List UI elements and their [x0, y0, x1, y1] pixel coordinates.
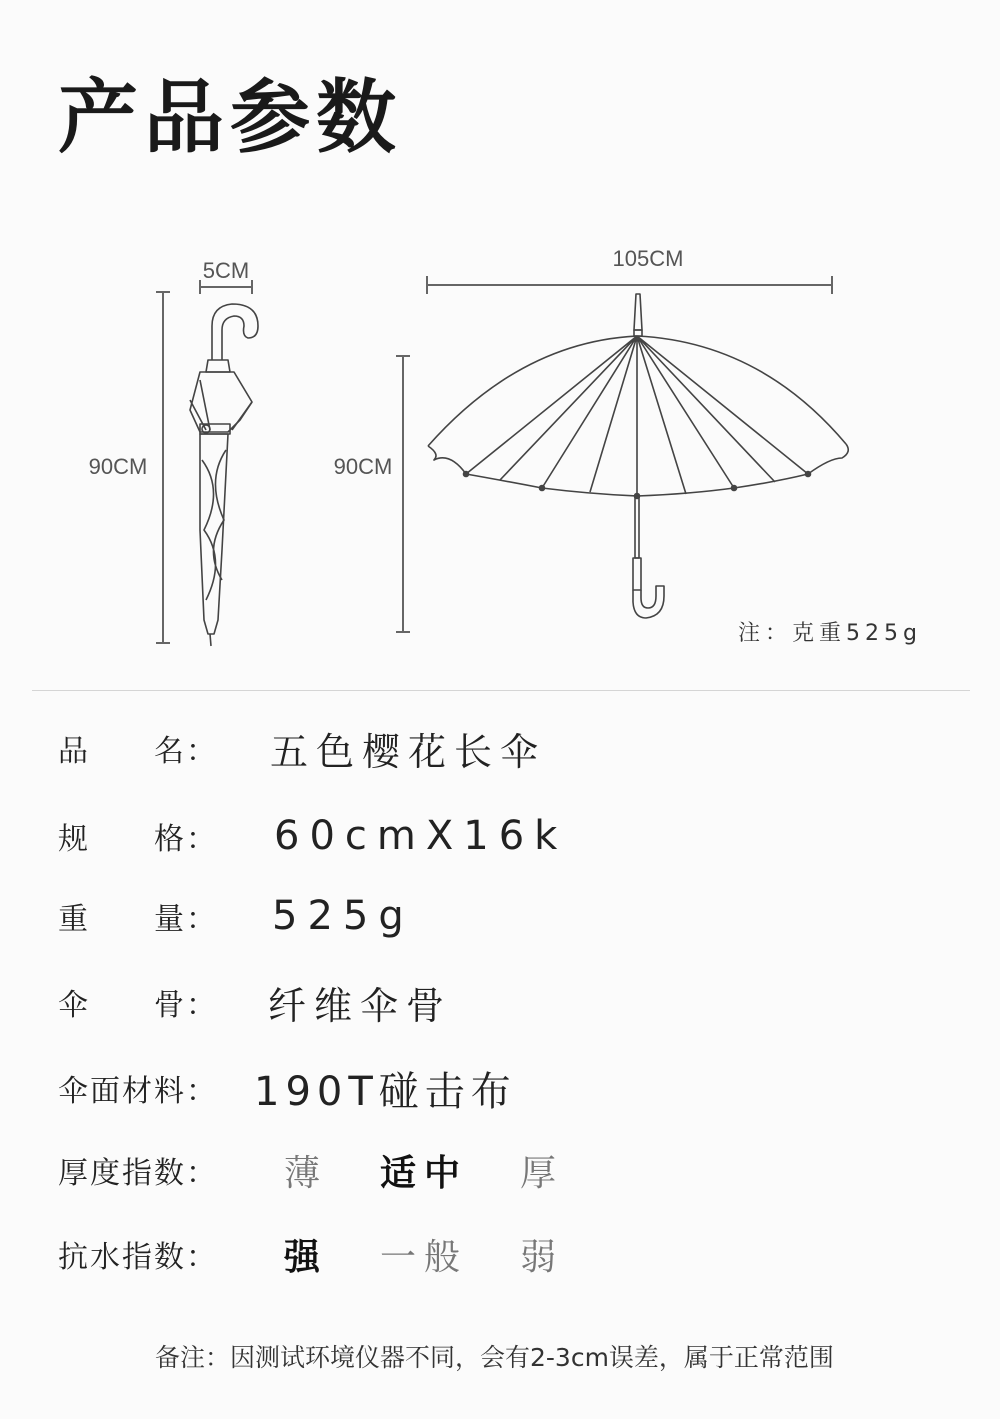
page-title: 产品参数	[58, 71, 402, 164]
thickness-option-medium: 适中	[380, 1152, 469, 1194]
thickness-option-thin: 薄	[284, 1152, 329, 1194]
spec-value: 190T碰击布	[254, 1068, 517, 1115]
closed-width-label: 5CM	[202, 258, 250, 283]
spec-row-waterproof	[58, 1224, 616, 1284]
spec-row-size	[58, 806, 567, 866]
waterproof-option-normal: 一般	[380, 1236, 469, 1278]
spec-key: 抗水指数：	[58, 1240, 218, 1275]
spec-key: 厚度指数：	[58, 1156, 218, 1191]
waterproof-option-strong: 强	[284, 1236, 329, 1278]
section-divider	[32, 690, 970, 691]
spec-key: 品 名：	[58, 734, 218, 769]
weight-note: 注：克重525g	[738, 621, 922, 646]
open-height-dimension	[396, 356, 410, 632]
spec-key: 重 量：	[58, 902, 218, 937]
spec-value: 525g	[272, 893, 414, 939]
spec-key: 伞面材料：	[58, 1074, 218, 1109]
spec-row-name	[58, 718, 546, 778]
open-height-label: 90CM	[333, 454, 393, 479]
closed-umbrella-icon	[190, 304, 258, 646]
waterproof-option-weak: 弱	[520, 1236, 565, 1278]
footer-note: 备注：因测试环境仪器不同，会有2-3cm误差，属于正常范围	[155, 1343, 834, 1372]
open-umbrella-icon	[428, 294, 848, 618]
open-width-dimension	[427, 276, 832, 294]
spec-value: 纤维伞骨	[268, 983, 453, 1028]
spec-row-ribs	[58, 972, 452, 1032]
spec-row-thickness	[58, 1140, 616, 1200]
umbrella-dimension-diagram	[0, 230, 1000, 660]
spec-row-material	[58, 1058, 517, 1118]
closed-height-label: 90CM	[88, 454, 148, 479]
spec-key: 伞 骨：	[58, 988, 218, 1023]
spec-value: 60cmX16k	[274, 813, 568, 859]
spec-key: 规 格：	[58, 822, 218, 857]
closed-height-dimension	[156, 292, 170, 643]
spec-row-weight	[58, 886, 414, 946]
open-width-label: 105CM	[612, 246, 684, 271]
spec-value: 五色樱花长伞	[270, 729, 547, 774]
thickness-option-thick: 厚	[520, 1152, 565, 1194]
